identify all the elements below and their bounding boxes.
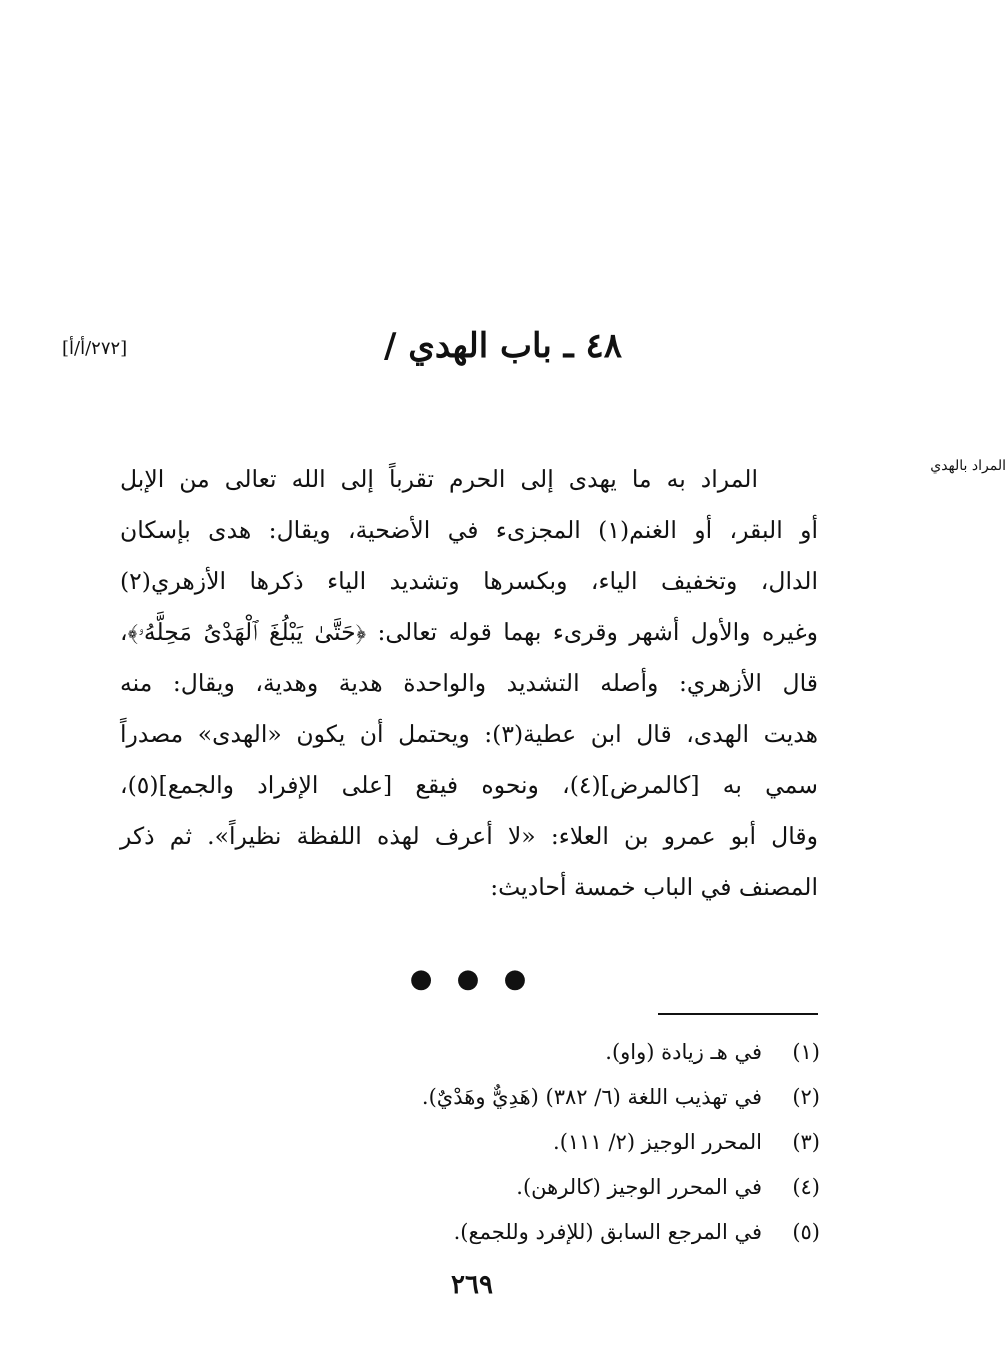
body-line: أو البقر، أو الغنم(١) المجزىء في الأضحية، ويقال: هدى بإسكان [120,516,818,544]
margin-note: المراد بالهدي [930,458,1006,474]
footnote-text: في تهذيب اللغة (٦/ ٣٨٢) (هَدِيٌّ وهَدْيٌ). [421,1085,762,1109]
page-number: ٢٦٩ [451,1270,493,1300]
footnote-text: المحرر الوجيز (٢/ ١١١). [553,1130,762,1154]
footnote-number: (٣) [792,1130,820,1154]
chapter-title: ٤٨ ـ باب الهدي / [383,326,622,366]
footnote-text: في المحرر الوجيز (كالرهن). [516,1175,762,1199]
footnote [120,1165,820,1210]
footnote [120,1210,820,1255]
footnote-number: (١) [792,1040,820,1064]
footnote-divider [658,1013,818,1015]
body-line: وغيره والأول أشهر وقرىء بهما قوله تعالى: ﴿حَتَّىٰ يَبْلُغَ ٱلْهَدْىُ مَحِلَّهُۥ﴾، [120,618,818,646]
body-line: المصنف في الباب خمسة أحاديث: [490,873,818,901]
manuscript-reference: [٢٧٢/أ/أ] [62,338,128,359]
footnote [120,1075,820,1120]
body-paragraph [120,454,818,913]
footnote-text: في هـ زيادة (واو). [605,1040,762,1064]
footnotes [120,1030,820,1255]
body-line: الدال، وتخفيف الياء، وبكسرها وتشديد الياء ذكرها الأزهري(٢) [120,567,818,595]
footnote [120,1120,820,1165]
footnote [120,1030,820,1075]
footnote-number: (٢) [792,1085,820,1109]
body-line: قال الأزهري: وأصله التشديد والواحدة هدية وهدية، ويقال: منه [120,669,818,697]
footnote-text: في المرجع السابق (للإفرد وللجمع). [453,1220,762,1244]
footnote-number: (٤) [792,1175,820,1199]
chapter-header [0,326,944,386]
body-line: المراد به ما يهدى إلى الحرم تقرباً إلى الله تعالى من الإبل [120,465,758,493]
section-separator: ● ● ● [409,964,535,994]
body-line: وقال أبو عمرو بن العلاء: «لا أعرف لهذه اللفظة نظيراً». ثم ذكر [120,822,818,850]
footnote-number: (٥) [792,1220,820,1244]
body-line: هديت الهدى، قال ابن عطية(٣): ويحتمل أن يكون «الهدى» مصدراً [120,720,818,748]
body-line: سمي به [كالمرض](٤)، ونحوه فيقع [على الإفراد والجمع](٥)، [120,771,818,799]
